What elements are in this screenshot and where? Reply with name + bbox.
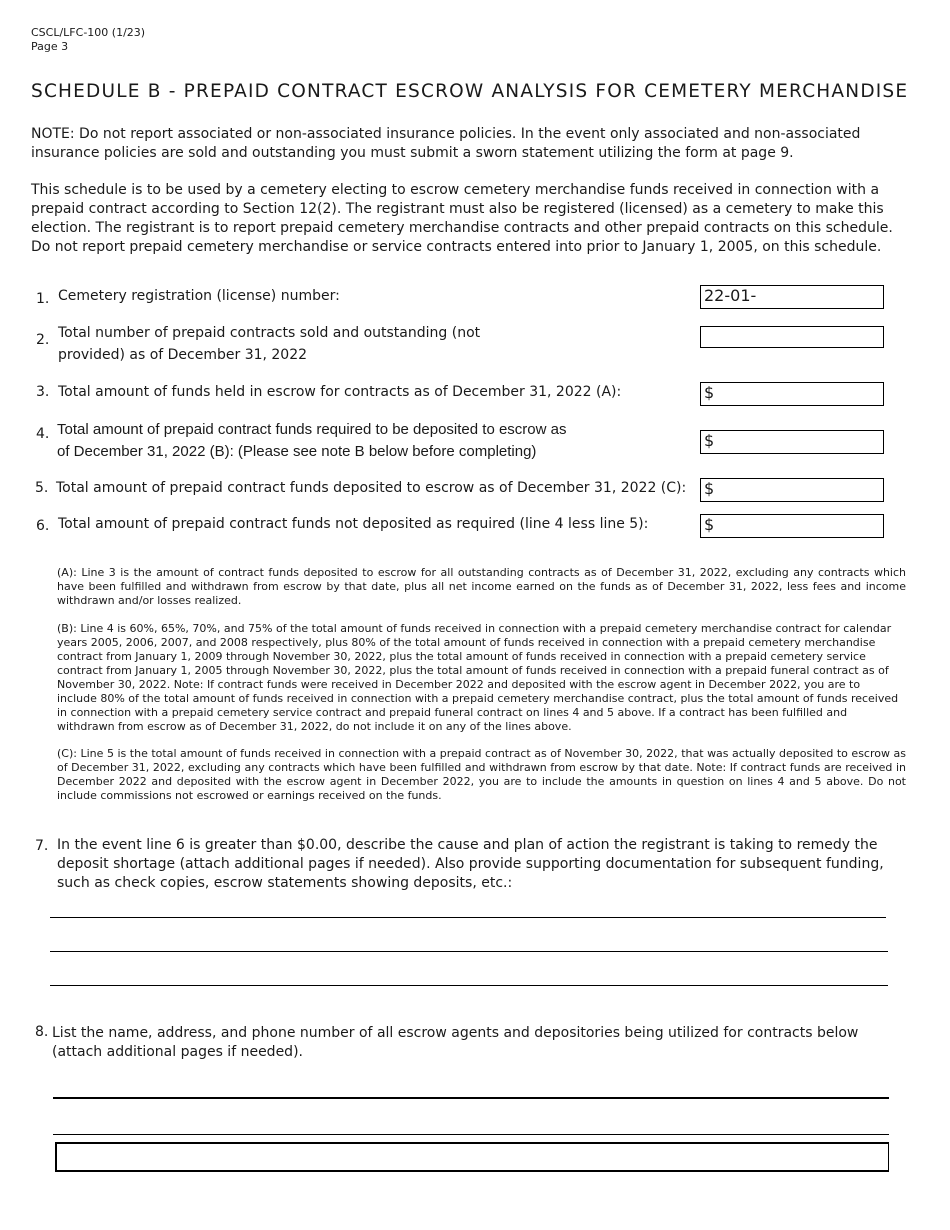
footnote-b: (B): Line 4 is 60%, 65%, 70%, and 75% of the total amount of funds received in connection with a prepaid cemetery merchandise contract for calendar years 2005, 2006, 2007, and 2008 respectively, plus 80% of the total amount of funds received in connection with a prepaid cemetery merchandise contract from January 1, 2009 through November 30, 2022, plus the total amount of funds received in connection with a prepaid cemetery service contract from January 1, 2005 through November 30, 2022, plus the total amount of funds received in connection with a prepaid funeral contract as of November 30, 2022. Note: If contract funds were received in December 2022 and deposited with the escrow agent in December 2022, you are to include 80% of the total amount of funds received in connection with a prepaid cemetery merchandise contract, plus the total amount of funds received in connection with a prepaid cemetery service contract and prepaid funeral contract on lines 4 and 5 above. If a contract has been fulfilled and withdrawn from escrow as of December 31, 2022, do not include it on any of the lines above. [57,622,899,733]
item-2-number: 2. [36,332,50,348]
item-3-number: 3. [36,384,50,400]
item-8-answer-box[interactable] [55,1142,889,1172]
item-5-number: 5. [35,480,49,496]
footnote-a: (A): Line 3 is the amount of contract funds deposited to escrow for all outstanding contracts as of December 31, 2022, excluding any contracts which have been fulfilled and withdrawn from escrow by that date, plus all net income earned on the funds as of December 31, 2022, less fees and income withdrawn and/or losses realized. [57,566,906,607]
item-2-label-line2: provided) as of December 31, 2022 [58,347,308,363]
item-7-number: 7. [35,838,49,854]
item-7-answer-line-1[interactable] [50,917,886,918]
item-2-label-line1: Total number of prepaid contracts sold and outstanding (not [58,325,481,341]
page-number: Page 3 [31,40,69,53]
item-7-answer-line-3[interactable] [50,985,888,986]
funds-required-field[interactable]: $ [700,430,884,454]
note-paragraph: NOTE: Do not report associated or non-associated insurance policies. In the event only associated and non-associated insurance policies are sold and outstanding you must submit a sworn statement utilizing the form at page 9. [31,126,861,161]
funds-held-field[interactable]: $ [700,382,884,406]
funds-not-deposited-field[interactable]: $ [700,514,884,538]
item-3-label: Total amount of funds held in escrow for contracts as of December 31, 2022 (A): [58,384,622,400]
item-6-label: Total amount of prepaid contract funds not deposited as required (line 4 less line 5): [58,516,649,532]
registration-number-field[interactable]: 22-01- [700,285,884,309]
item-1-label: Cemetery registration (license) number: [58,288,340,304]
item-4-label-line2: of December 31, 2022 (B): (Please see note B below before completing) [57,443,537,460]
item-5-label: Total amount of prepaid contract funds deposited to escrow as of December 31, 2022 (C): [56,480,687,496]
form-code: CSCL/LFC-100 (1/23) [31,26,146,39]
item-8-number: 8. [35,1024,49,1040]
funds-deposited-field[interactable]: $ [700,478,884,502]
footnote-c: (C): Line 5 is the total amount of funds received in connection with a prepaid contract as of November 30, 2022, that was actually deposited to escrow as of December 31, 2022, excluding any contracts which have been fulfilled and withdrawn from escrow by that date. Note: If contract funds are received in December 2022 and deposited with the escrow agent in December 2022, you are to include the amounts in question on lines 4 and 5 above. Do not include commissions not escrowed or earnings received on the funds. [57,747,906,802]
page-title: SCHEDULE B - PREPAID CONTRACT ESCROW ANALYSIS FOR CEMETERY MERCHANDISE [31,81,909,102]
intro-paragraph: This schedule is to be used by a cemetery electing to escrow cemetery merchandise funds received in connection with a prepaid contract according to Section 12(2). The registrant must also be registered (licensed) as a cemetery to make this election. The registrant is to report prepaid cemetery merchandise contracts and other prepaid contracts on this schedule. Do not report prepaid cemetery merchandise or service contracts entered into prior to January 1, 2005, on this schedule. [31,182,893,255]
item-8-answer-line-2[interactable] [53,1134,889,1135]
item-1-number: 1. [36,291,50,307]
item-4-label-line1: Total amount of prepaid contract funds required to be deposited to escrow as [57,421,567,438]
item-8-answer-line-1[interactable] [53,1097,889,1099]
item-6-number: 6. [36,518,50,534]
item-7-text: In the event line 6 is greater than $0.00, describe the cause and plan of action the registrant is taking to remedy the deposit shortage (attach additional pages if needed). Also provide supporting documentation for subsequent funding, such as check copies, escrow statements showing deposits, etc.: [57,837,884,891]
item-8-text: List the name, address, and phone number of all escrow agents and depositories being utilized for contracts below (attach additional pages if needed). [52,1025,859,1060]
item-7-answer-line-2[interactable] [50,951,888,952]
item-4-number: 4. [36,426,50,442]
contracts-outstanding-field[interactable] [700,326,884,348]
